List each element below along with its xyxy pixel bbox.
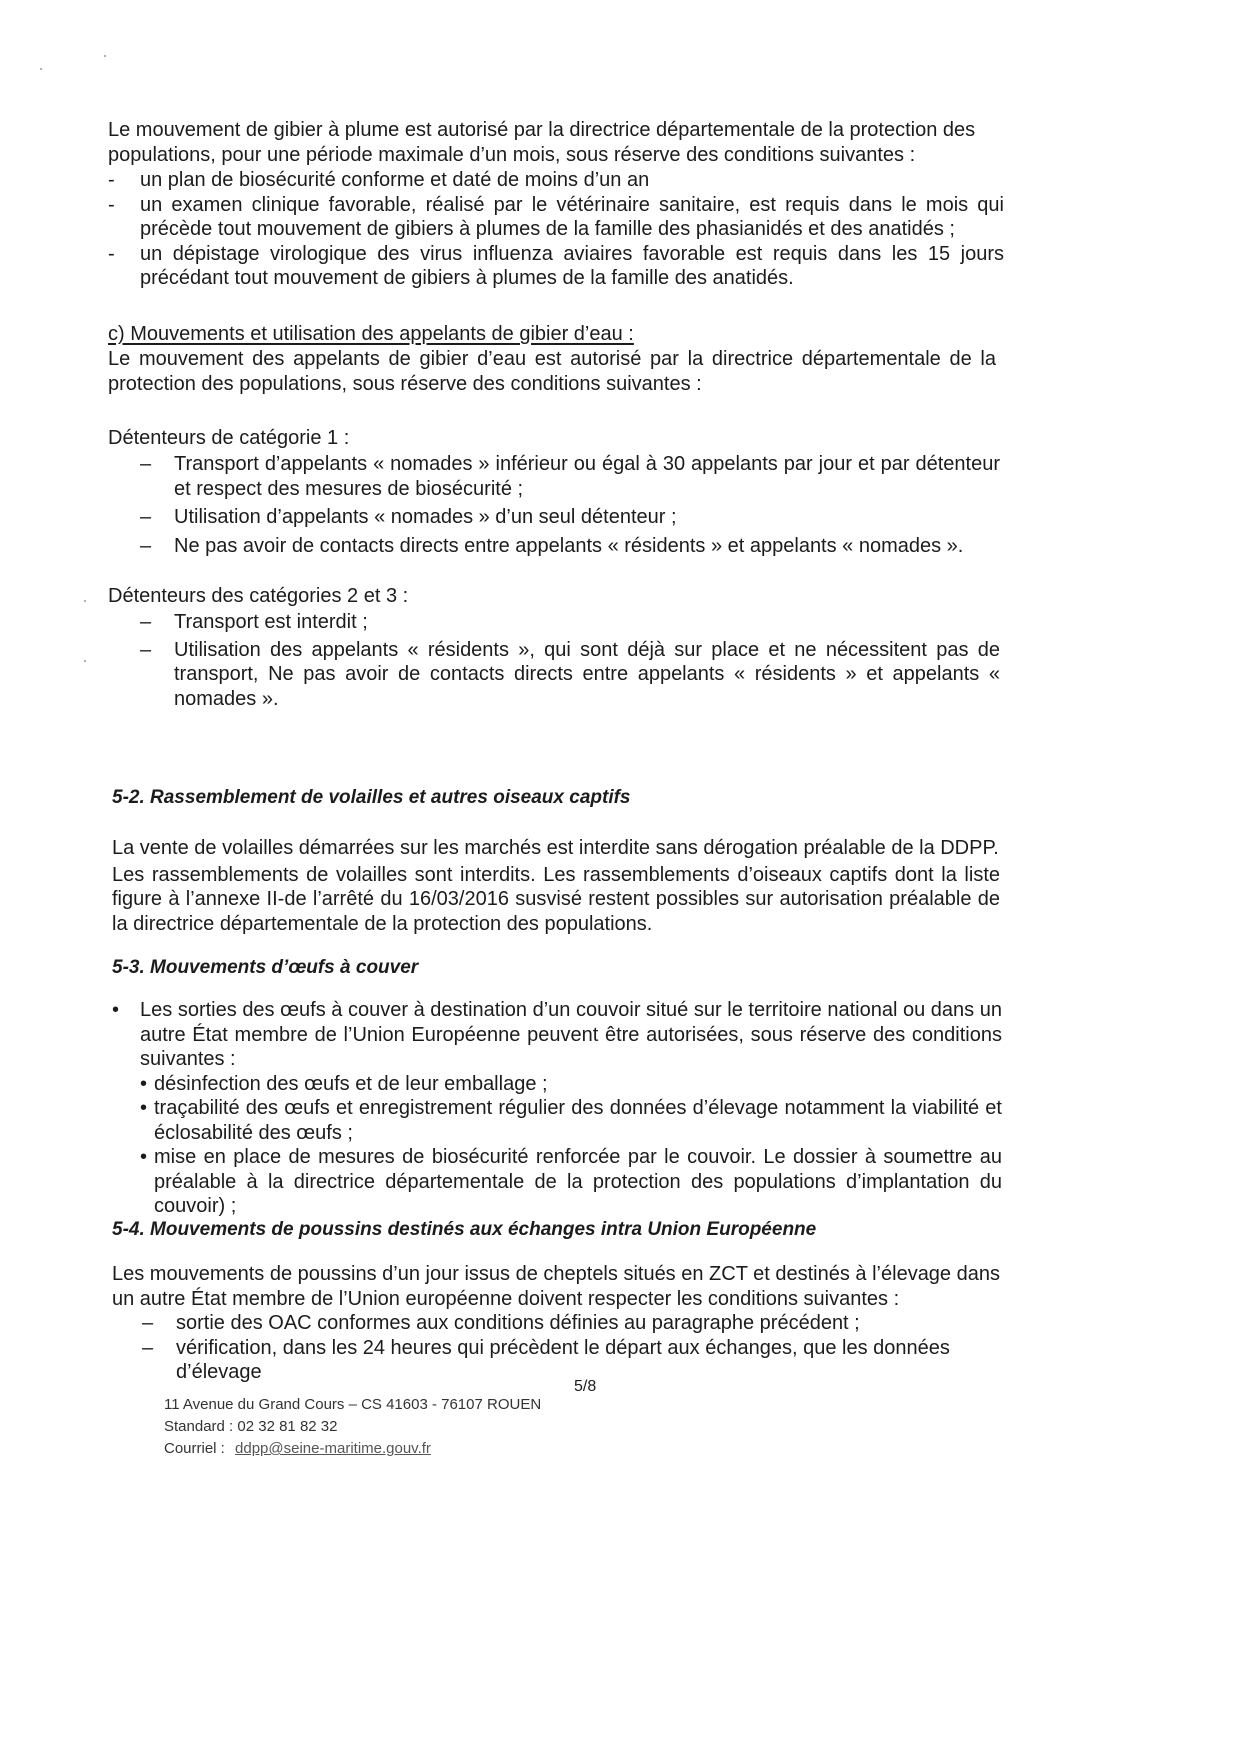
list-item: • traçabilité des œufs et enregistrement régulier des données d’élevage notamment la viabilité et éclosabilité des œufs ; <box>140 1097 1002 1144</box>
round-bullet: • <box>112 999 120 1021</box>
dash-bullet: – <box>140 534 152 557</box>
scan-speck <box>104 55 106 57</box>
dash-bullet: – <box>142 1336 154 1359</box>
round-bullet: • <box>140 1097 148 1119</box>
hyphen-bullet: - <box>108 193 115 216</box>
hyphen-bullet: - <box>108 169 115 191</box>
intro-line-2: populations, pour une période maximale d’un mois, sous réserve des conditions suivantes : <box>108 143 916 166</box>
page-number: 5/8 <box>574 1378 597 1395</box>
list-item: – Utilisation d’appelants « nomades » d’un seul détenteur ; <box>140 506 677 528</box>
dash-bullet: – <box>140 638 152 661</box>
dash-bullet: – <box>142 1312 154 1334</box>
dash-bullet: – <box>140 453 152 475</box>
section-5-3-heading: 5-3. Mouvements d’œufs à couver <box>112 957 419 978</box>
intro-line-1: Le mouvement de gibier à plume est autorisé par la directrice départementale de la protection des <box>108 119 976 141</box>
category-1-list <box>140 452 1000 558</box>
list-item: – vérification, dans les 24 heures qui précèdent le départ aux échanges, que les données d’élevage <box>142 1336 950 1383</box>
list-item: – Transport d’appelants « nomades » inférieur ou égal à 30 appelants par jour et par détenteur et respect des mesures de biosécurité ; <box>140 453 1000 500</box>
scan-speck <box>84 660 86 662</box>
hyphen-bullet: - <box>108 242 115 265</box>
list-item: • Les sorties des œufs à couver à destination d’un couvoir situé sur le territoire national ou dans un autre État membre de l’Union Européenne peuvent être autorisées, sous réserve des conditions suivantes : <box>112 999 1002 1070</box>
list-item: – sortie des OAC conformes aux conditions définies au paragraphe précédent ; <box>142 1312 860 1334</box>
section-5-4-heading: 5-4. Mouvements de poussins destinés aux échanges intra Union Européenne <box>112 1219 817 1240</box>
category-2-3-label: Détenteurs des catégories 2 et 3 : <box>108 585 409 607</box>
section-5-4-paragraph: Les mouvements de poussins d’un jour issus de cheptels situés en ZCT et destinés à l’élevage dans un autre État membre de l’Union européenne doivent respecter les conditions suivantes : <box>112 1263 1000 1310</box>
category-1-label: Détenteurs de catégorie 1 : <box>108 427 350 449</box>
round-bullet: • <box>140 1146 148 1168</box>
section-c-heading: c) Mouvements et utilisation des appelants de gibier d’eau : <box>108 323 634 345</box>
intro-list <box>108 168 1004 291</box>
section-c-paragraph: Le mouvement des appelants de gibier d’eau est autorisé par la directrice départementale de la protection des populations, sous réserve des conditions suivantes : <box>108 348 996 395</box>
list-item: - un dépistage virologique des virus influenza aviaires favorable est requis dans les 15 jours précédant tout mouvement de gibiers à plumes de la famille des anatidés. <box>108 242 1004 289</box>
section-5-2-body: La vente de volailles démarrées sur les marchés est interdite sans dérogation préalable de la DDPP. Les rassemblements de volailles sont interdits. Les rassemblements d’oiseaux captifs dont la liste figure à l’annexe II-de l’arrêté du 16/03/2016 susvisé restent possibles sur autorisation préalable de la directrice départementale de la protection des populations. <box>112 837 1000 935</box>
intro-paragraph <box>108 118 1008 167</box>
footer <box>164 1394 541 1460</box>
list-item: – Transport est interdit ; <box>140 611 368 633</box>
dash-bullet: – <box>140 611 152 633</box>
section-5-3-list <box>112 998 1002 1219</box>
round-bullet: • <box>140 1072 148 1095</box>
section-5-2-heading: 5-2. Rassemblement de volailles et autres oiseaux captifs <box>112 787 631 808</box>
category-2-3-list <box>140 610 1000 711</box>
footer-address: 11 Avenue du Grand Cours – CS 41603 - 76107 ROUEN <box>164 1396 542 1413</box>
sub-list <box>112 1072 1002 1219</box>
list-item: - un plan de biosécurité conforme et daté de moins d’un an <box>108 169 650 191</box>
footer-email-link[interactable]: ddpp@seine-maritime.gouv.fr <box>235 1440 431 1457</box>
list-item: - un examen clinique favorable, réalisé par le vétérinaire sanitaire, est requis dans le mois qui précède tout mouvement de gibiers à plumes de la famille des phasianidés et des anatidés ; <box>108 193 1004 240</box>
section-5-4-list <box>142 1311 1002 1385</box>
scan-speck <box>40 68 42 70</box>
list-item: – Ne pas avoir de contacts directs entre appelants « résidents » et appelants « nomades ». <box>140 534 964 557</box>
footer-phone: Standard : 02 32 81 82 32 <box>164 1418 338 1435</box>
dash-bullet: – <box>140 506 152 528</box>
list-item: – Utilisation des appelants « résidents », qui sont déjà sur place et ne nécessitent pas de transport, Ne pas avoir de contacts directs entre appelants « résidents » et appelants « nomades ». <box>140 638 1000 710</box>
footer-email-line <box>164 1438 541 1460</box>
footer-email-label: Courriel : <box>164 1440 225 1457</box>
list-item: • mise en place de mesures de biosécurité renforcée par le couvoir. Le dossier à soumettre au préalable à la directrice départementale de la protection des populations d’implantation du couvoir) ; <box>140 1146 1002 1217</box>
scan-speck <box>84 600 86 602</box>
list-item: • désinfection des œufs et de leur emballage ; <box>140 1072 548 1095</box>
